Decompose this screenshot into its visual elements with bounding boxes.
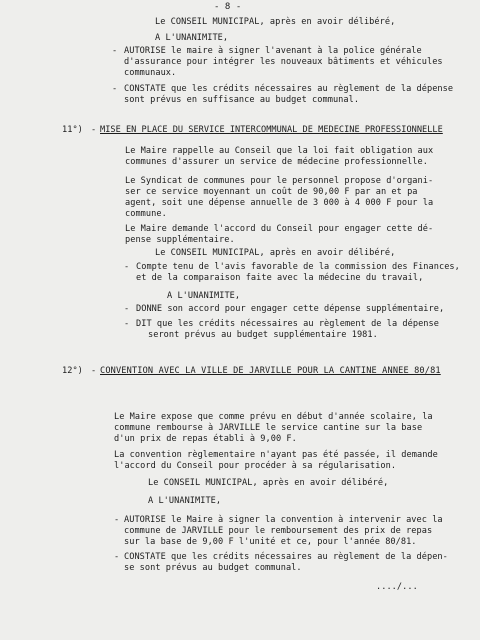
section-12-para-1-line-3: d'un prix de repas établi à 9,00 F. <box>114 434 297 444</box>
section-12-deliberation: Le CONSEIL MUNICIPAL, après en avoir délibéré, <box>148 478 389 488</box>
section-11-item-2-line-2: seront prévus au budget supplémentaire 1981. <box>148 330 378 340</box>
section-12-vote: A L'UNANIMITE, <box>148 496 222 506</box>
intro-item-1-line-3: communaux. <box>124 68 177 78</box>
section-11-para-2-line-3: agent, soit une dépense annuelle de 3 000 à 4 000 F pour la <box>125 198 434 208</box>
section-11-item-2-line-1: DIT que les crédits nécessaires au règlement de la dépense <box>136 319 439 329</box>
section-11-vote: A L'UNANIMITE, <box>167 291 241 301</box>
intro-item-2-line-2: sont prévus en suffisance au budget communal. <box>124 95 360 105</box>
intro-item-2-dash: - <box>112 84 118 94</box>
section-11-title: MISE EN PLACE DU SERVICE INTERCOMMUNAL DE MEDECINE PROFESSIONNELLE <box>100 125 443 135</box>
intro-item-2-line-1: CONSTATE que les crédits nécessaires au règlement de la dépense <box>124 84 454 94</box>
section-11-para-2-line-4: commune. <box>125 209 167 219</box>
section-12-item-1-line-2: commune de JARVILLE pour le remboursement des prix de repas <box>124 526 433 536</box>
section-11-considering-dash: - <box>124 262 130 272</box>
section-11-item-1-line-1: DONNE son accord pour engager cette dépense supplémentaire, <box>136 304 445 314</box>
section-12-number: 12°) <box>62 366 83 376</box>
section-12-item-1-line-1: AUTORISE le Maire à signer la convention à intervenir avec la <box>124 515 443 525</box>
section-12-dash: - <box>91 366 97 376</box>
continuation-marker: ..../... <box>376 582 418 592</box>
intro-item-1-dash: - <box>112 46 118 56</box>
section-11-considering-line-2: et de la comparaison faite avec la médecine du travail, <box>136 273 424 283</box>
section-11-considering-line-1: Compte tenu de l'avis favorable de la commission des Finances, <box>136 262 460 272</box>
section-12-para-2-line-1: La convention règlementaire n'ayant pas été passée, il demande <box>114 450 438 460</box>
section-12-item-1-dash: - <box>114 515 120 525</box>
intro-item-1-line-1: AUTORISE le maire à signer l'avenant à la police générale <box>124 46 422 56</box>
section-12-item-2-line-1: CONSTATE que les crédits nécessaires au règlement de la dépen- <box>124 552 448 562</box>
section-11-dash: - <box>91 125 97 135</box>
page-number: - 8 - <box>214 2 242 12</box>
intro-deliberation: Le CONSEIL MUNICIPAL, après en avoir délibéré, <box>155 17 396 27</box>
section-11-number: 11°) <box>62 125 83 135</box>
section-11-para-2-line-2: ser ce service moyennant un coût de 90,00 F par an et pa <box>125 187 418 197</box>
section-12-item-1-line-3: sur la base de 9,00 F l'unité et ce, pour l'année 80/81. <box>124 537 417 547</box>
section-11-para-3-line-2: pense supplémentaire. <box>125 235 235 245</box>
section-11-item-2-dash: - <box>124 319 130 329</box>
section-11-para-1-line-1: Le Maire rappelle au Conseil que la loi fait obligation aux <box>125 146 434 156</box>
section-12-item-2-line-2: se sont prévus au budget communal. <box>124 563 302 573</box>
section-12-para-1-line-2: commune rembourse à JARVILLE le service cantine sur la base <box>114 423 423 433</box>
section-11-para-2-line-1: Le Syndicat de communes pour le personnel propose d'organi- <box>125 176 434 186</box>
section-11-para-3-line-1: Le Maire demande l'accord du Conseil pour engager cette dé- <box>125 224 434 234</box>
section-11-item-1-dash: - <box>124 304 130 314</box>
intro-item-1-line-2: d'assurance pour intégrer les nouveaux bâtiments et véhicules <box>124 57 443 67</box>
section-11-para-1-line-2: communes d'assurer un service de médecine professionnelle. <box>125 157 428 167</box>
section-12-title: CONVENTION AVEC LA VILLE DE JARVILLE POUR LA CANTINE ANNEE 80/81 <box>100 366 441 376</box>
section-12-para-2-line-2: l'accord du Conseil pour procéder à sa régularisation. <box>114 461 397 471</box>
section-12-item-2-dash: - <box>114 552 120 562</box>
section-12-para-1-line-1: Le Maire expose que comme prévu en début d'année scolaire, la <box>114 412 433 422</box>
intro-vote: A L'UNANIMITE, <box>155 33 229 43</box>
section-11-deliberation: Le CONSEIL MUNICIPAL, après en avoir délibéré, <box>155 248 396 258</box>
